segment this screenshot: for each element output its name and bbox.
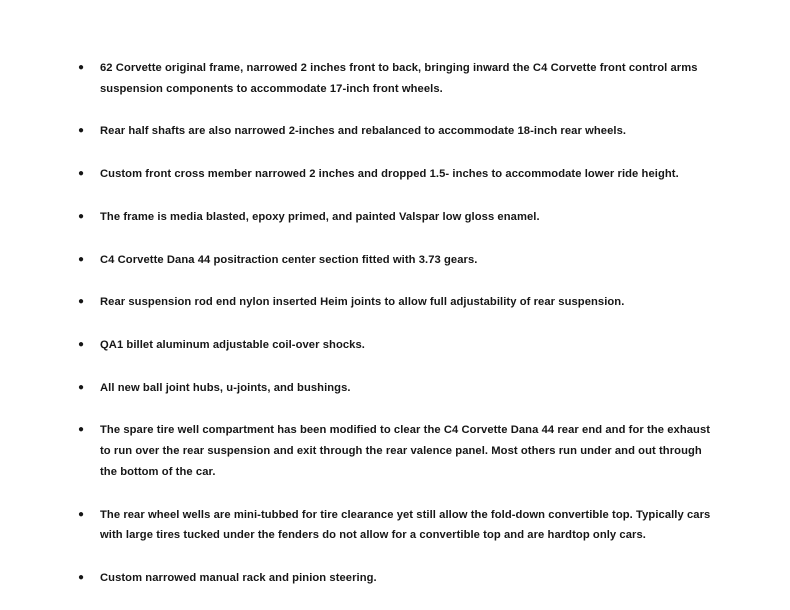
bullet-icon: ● (78, 125, 85, 137)
list-item (72, 121, 718, 142)
list-item-text: The frame is media blasted, epoxy primed, and painted Valspar low gloss enamel. (100, 210, 540, 223)
list-item (72, 250, 718, 271)
list-item (72, 335, 718, 356)
list-item (72, 207, 718, 228)
list-item (72, 378, 718, 399)
bullet-icon: ● (78, 339, 85, 351)
list-item (72, 58, 718, 99)
bullet-icon: ● (78, 381, 85, 393)
list-item-text: The rear wheel wells are mini-tubbed for tire clearance yet still allow the fold-down convertible top. Typically cars with large tires tucked under the fenders do not allow for a convertible top and are hardtop only cars. (100, 508, 711, 542)
bullet-icon: ● (78, 424, 85, 436)
list-item-text: All new ball joint hubs, u-joints, and bushings. (100, 381, 351, 394)
bullet-icon: ● (78, 62, 85, 73)
list-item (72, 292, 718, 313)
bullet-icon: ● (78, 296, 85, 308)
bullet-icon: ● (78, 572, 85, 584)
list-item-text: Rear suspension rod end nylon inserted Heim joints to allow full adjustability of rear suspension. (100, 296, 625, 309)
specification-bullet-list (72, 58, 718, 589)
bullet-icon: ● (78, 508, 85, 520)
bullet-icon: ● (78, 210, 85, 222)
bullet-icon: ● (78, 168, 85, 180)
list-item-text: Custom front cross member narrowed 2 inches and dropped 1.5- inches to accommodate lower ride height. (100, 168, 679, 181)
list-item-text: 62 Corvette original frame, narrowed 2 inches front to back, bringing inward the C4 Corvette front control arms suspension components to accommodate 17-inch front wheels. (100, 62, 698, 95)
list-item-text: QA1 billet aluminum adjustable coil-over shocks. (100, 339, 365, 352)
list-item (72, 420, 718, 482)
list-item (72, 505, 718, 546)
list-item-text: Rear half shafts are also narrowed 2-inches and rebalanced to accommodate 18-inch rear wheels. (100, 125, 627, 138)
list-item-text: The spare tire well compartment has been modified to clear the C4 Corvette Dana 44 rear end and for the exhaust to run over the rear suspension and exit through the rear valence panel. Most others run under and out through the bottom of the car. (100, 424, 711, 478)
list-item-text: C4 Corvette Dana 44 positraction center section fitted with 3.73 gears. (100, 253, 478, 266)
list-item-text: Custom narrowed manual rack and pinion steering. (100, 572, 377, 585)
bullet-icon: ● (78, 253, 85, 265)
list-item (72, 568, 718, 589)
list-item (72, 164, 718, 185)
